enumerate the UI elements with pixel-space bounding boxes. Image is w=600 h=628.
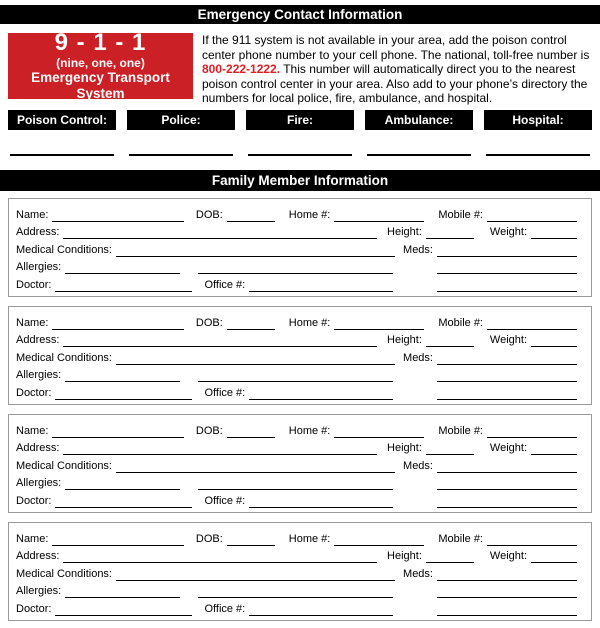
blank-line-dob: [227, 424, 275, 438]
blank-line-dob: [227, 316, 275, 330]
field-label-doctor: Doctor:: [16, 494, 52, 507]
form-row-allergies: [16, 365, 577, 383]
blank-line-meds: [437, 567, 577, 581]
field-label-address: Address:: [16, 550, 60, 563]
field-label-mobile-phone: Mobile #:: [438, 532, 483, 545]
field-label-weight: Weight:: [489, 550, 527, 563]
intro-paragraph: [202, 33, 592, 106]
blank-line-address: [63, 333, 377, 347]
blank-line-office-phone: [249, 494, 393, 508]
blank-line-home-phone: [334, 424, 424, 438]
blank-line-meds-continued-1: [437, 368, 577, 382]
field-label-medical-conditions: Medical Conditions:: [16, 351, 112, 364]
blank-line-address: [63, 225, 377, 239]
field-label-weight: Weight:: [489, 334, 527, 347]
intro-section: [8, 29, 592, 106]
field-label-weight: Weight:: [489, 442, 527, 455]
blank-line-meds: [437, 459, 577, 473]
field-label-medical-conditions: Medical Conditions:: [16, 459, 112, 472]
field-label-meds: Meds:: [403, 459, 433, 472]
form-row-medical: [16, 563, 577, 581]
blank-line-height: [426, 549, 474, 563]
blank-line-home-phone: [334, 316, 424, 330]
blank-line-mobile-phone: [487, 532, 577, 546]
field-label-mobile-phone: Mobile #:: [438, 208, 483, 221]
form-row-allergies: [16, 581, 577, 599]
contact-label-police: Police:: [127, 110, 235, 130]
field-label-mobile-phone: Mobile #:: [438, 316, 483, 329]
family-member-boxes: [0, 198, 600, 621]
911-callout: [8, 29, 193, 101]
blank-line-doctor: [55, 278, 192, 292]
blank-line-allergies: [65, 260, 180, 274]
blank-line-allergies: [65, 368, 180, 382]
form-row-name: [16, 420, 577, 438]
intro-text-before: If the 911 system is not available in your area, add the poison control center phone number to your cell phone. The national, toll-free number is: [202, 33, 590, 62]
blank-line-home-phone: [334, 208, 424, 222]
form-row-name: [16, 528, 577, 546]
field-label-doctor: Doctor:: [16, 278, 52, 291]
field-label-dob: DOB:: [195, 424, 223, 437]
blank-line-hospital: [486, 154, 590, 156]
family-member-box-2: [8, 306, 592, 405]
form-row-doctor: [16, 274, 577, 292]
blank-line-name: [52, 208, 183, 222]
field-label-dob: DOB:: [195, 208, 223, 221]
field-label-office-phone: Office #:: [204, 602, 246, 615]
blank-line-name: [52, 316, 183, 330]
form-row-medical: [16, 347, 577, 365]
blank-line-allergies-continued: [198, 368, 393, 382]
form-row-doctor: [16, 598, 577, 616]
blank-line-police: [129, 154, 233, 156]
field-label-home-phone: Home #:: [288, 316, 331, 329]
emergency-contacts-row: [8, 110, 592, 130]
blank-line-medical-conditions: [116, 243, 395, 257]
911-number: 9 - 1 - 1: [54, 29, 147, 56]
blank-line-office-phone: [249, 278, 393, 292]
contact-label-hospital: Hospital:: [484, 110, 592, 130]
field-label-allergies: Allergies:: [16, 585, 62, 598]
form-row-name: [16, 204, 577, 222]
field-label-height: Height:: [387, 226, 422, 239]
field-label-home-phone: Home #:: [288, 208, 331, 221]
911-label: Emergency Transport System: [31, 70, 170, 101]
blank-line-weight: [531, 441, 577, 455]
form-row-address: [16, 330, 577, 348]
blank-line-office-phone: [249, 602, 393, 616]
blank-line-allergies-continued: [198, 584, 393, 598]
form-row-allergies: [16, 257, 577, 275]
blank-line-allergies-continued: [198, 476, 393, 490]
blank-line-fire: [248, 154, 352, 156]
form-row-address: [16, 438, 577, 456]
family-member-box-4: [8, 522, 592, 621]
blank-line-weight: [531, 549, 577, 563]
blank-line-dob: [227, 208, 275, 222]
blank-line-dob: [227, 532, 275, 546]
blank-line-meds-continued-1: [437, 584, 577, 598]
poison-control-phone-number: 800-222-1222.: [202, 62, 281, 77]
blank-line-mobile-phone: [487, 316, 577, 330]
blank-line-mobile-phone: [487, 208, 577, 222]
field-label-doctor: Doctor:: [16, 602, 52, 615]
field-label-meds: Meds:: [403, 243, 433, 256]
field-label-height: Height:: [387, 334, 422, 347]
form-row-allergies: [16, 473, 577, 491]
blank-line-meds-continued-2: [437, 386, 577, 400]
field-label-address: Address:: [16, 442, 60, 455]
blank-line-doctor: [55, 494, 192, 508]
blank-line-name: [52, 532, 183, 546]
blank-line-doctor: [55, 386, 192, 400]
blank-line-meds-continued-2: [437, 602, 577, 616]
contact-label-fire: Fire:: [246, 110, 354, 130]
blank-line-mobile-phone: [487, 424, 577, 438]
blank-line-height: [426, 333, 474, 347]
form-row-address: [16, 546, 577, 564]
blank-line-meds-continued-1: [437, 260, 577, 274]
form-row-address: [16, 222, 577, 240]
field-label-office-phone: Office #:: [204, 278, 246, 291]
blank-line-height: [426, 441, 474, 455]
field-label-meds: Meds:: [403, 351, 433, 364]
blank-line-meds-continued-2: [437, 494, 577, 508]
field-label-name: Name:: [16, 424, 49, 437]
intro-text-after: This number will automatically direct you to the nearest poison control center in your area. Also add to your phone’s directory the numbers for local police, fire, ambulance, and hospital.: [202, 62, 588, 106]
911-words: (nine, one, one): [56, 56, 145, 70]
field-label-height: Height:: [387, 442, 422, 455]
contact-label-poison-control: Poison Control:: [8, 110, 116, 130]
blank-line-weight: [531, 333, 577, 347]
form-row-doctor: [16, 382, 577, 400]
family-member-box-3: [8, 414, 592, 513]
form-row-name: [16, 312, 577, 330]
field-label-dob: DOB:: [195, 316, 223, 329]
family-member-header: Family Member Information: [0, 170, 600, 191]
family-member-box-1: [8, 198, 592, 297]
form-row-medical: [16, 239, 577, 257]
field-label-office-phone: Office #:: [204, 494, 246, 507]
field-label-name: Name:: [16, 316, 49, 329]
blank-line-office-phone: [249, 386, 393, 400]
field-label-medical-conditions: Medical Conditions:: [16, 243, 112, 256]
blank-line-meds-continued-1: [437, 476, 577, 490]
emergency-contact-header: Emergency Contact Information: [0, 5, 600, 24]
blank-line-meds: [437, 243, 577, 257]
blank-line-allergies: [65, 476, 180, 490]
blank-line-weight: [531, 225, 577, 239]
field-label-allergies: Allergies:: [16, 261, 62, 274]
blank-line-poison-control: [10, 154, 114, 156]
blank-line-medical-conditions: [116, 459, 395, 473]
blank-line-home-phone: [334, 532, 424, 546]
blank-line-ambulance: [367, 154, 471, 156]
blank-line-height: [426, 225, 474, 239]
field-label-home-phone: Home #:: [288, 532, 331, 545]
blank-line-medical-conditions: [116, 351, 395, 365]
field-label-mobile-phone: Mobile #:: [438, 424, 483, 437]
blank-line-address: [63, 441, 377, 455]
blank-line-meds: [437, 351, 577, 365]
field-label-allergies: Allergies:: [16, 369, 62, 382]
blank-line-allergies: [65, 584, 180, 598]
blank-line-allergies-continued: [198, 260, 393, 274]
form-row-medical: [16, 455, 577, 473]
field-label-meds: Meds:: [403, 567, 433, 580]
contact-label-ambulance: Ambulance:: [365, 110, 473, 130]
field-label-weight: Weight:: [489, 226, 527, 239]
field-label-address: Address:: [16, 334, 60, 347]
blank-line-name: [52, 424, 183, 438]
blank-line-meds-continued-2: [437, 278, 577, 292]
field-label-address: Address:: [16, 226, 60, 239]
field-label-doctor: Doctor:: [16, 386, 52, 399]
blank-line-doctor: [55, 602, 192, 616]
field-label-office-phone: Office #:: [204, 386, 246, 399]
field-label-dob: DOB:: [195, 532, 223, 545]
emergency-contacts-blank-lines: [8, 154, 592, 156]
field-label-height: Height:: [387, 550, 422, 563]
field-label-medical-conditions: Medical Conditions:: [16, 567, 112, 580]
field-label-name: Name:: [16, 208, 49, 221]
blank-line-medical-conditions: [116, 567, 395, 581]
field-label-name: Name:: [16, 532, 49, 545]
form-row-doctor: [16, 490, 577, 508]
field-label-allergies: Allergies:: [16, 477, 62, 490]
field-label-home-phone: Home #:: [288, 424, 331, 437]
blank-line-address: [63, 549, 377, 563]
